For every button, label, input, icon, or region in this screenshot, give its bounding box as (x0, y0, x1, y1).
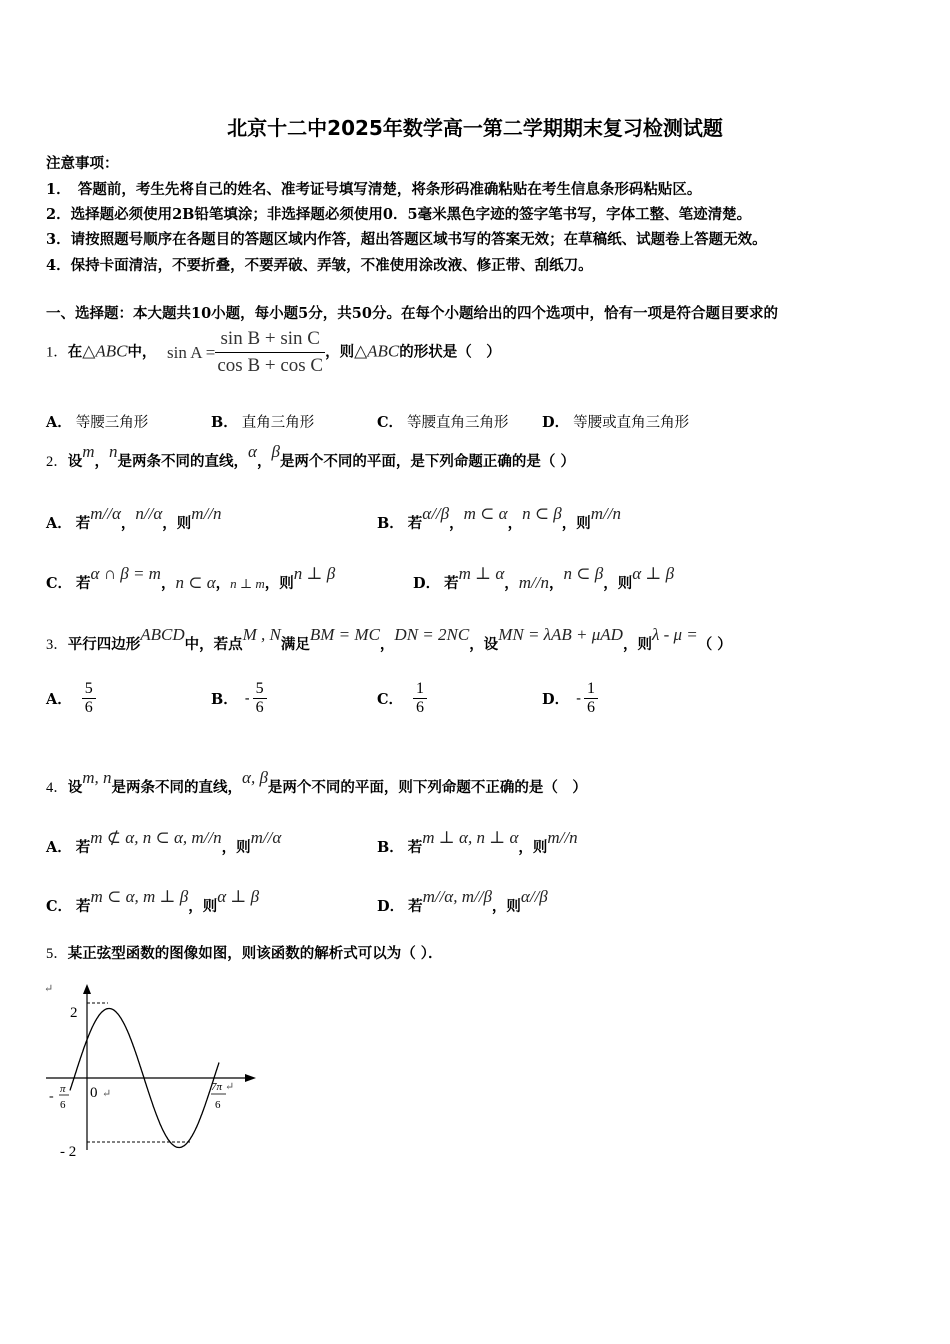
q3-option-b[interactable]: B． - $\frac{5}{6}$ (211, 680, 267, 717)
q5-number: 5． (46, 946, 68, 962)
q1-option-b-text: 直角三角形 (241, 415, 315, 431)
q1-text-3: ，则 (325, 343, 355, 361)
q1-text-2: 中， (127, 343, 157, 361)
q3-option-c[interactable]: C． $\frac{1}{6}$ (377, 680, 427, 717)
q1-fraction-denominator: cos B + cos C (215, 352, 325, 377)
y-axis-arrow (83, 984, 91, 994)
q3-option-d[interactable]: D． - $\frac{1}{6}$ (542, 680, 598, 717)
q3-option-a-fraction: $\frac{5}{6}$ (82, 680, 96, 717)
q1-text-1: 在 (67, 343, 83, 361)
q1-fraction (215, 328, 325, 377)
q2-option-d[interactable]: D． 若m ⊥ α，m//n，n ⊂ β，则α ⊥ β (413, 564, 675, 592)
q2-option-b[interactable]: B． 若α//β，m ⊂ α，n ⊂ β，则m//n (377, 504, 622, 532)
question-5 (46, 942, 443, 963)
x-right-num: 7π (211, 1081, 223, 1093)
x-right-den: 6 (215, 1099, 221, 1111)
q5-text: 某正弦型函数的图像如图，则该函数的解析式可以为（ ）． (67, 945, 443, 962)
q2-var-n: n (109, 442, 118, 461)
question-1 (46, 328, 501, 377)
q1-triangle-2: △ABC (354, 341, 400, 361)
graph-return-mark: ↵ (44, 983, 54, 995)
q2-var-beta: β (271, 442, 280, 461)
q1-text-4: 的形状是（ ） (399, 343, 501, 361)
q2-option-a[interactable]: A． 若m//α，n//α，则m//n (46, 504, 222, 532)
x-axis-arrow (245, 1074, 256, 1082)
q4-number: 4． (46, 780, 68, 796)
q3-option-b-fraction: $\frac{5}{6}$ (253, 680, 267, 717)
q4-option-c[interactable]: C． 若m ⊂ α, m ⊥ β，则α ⊥ β (46, 887, 260, 915)
x-left-num: π (60, 1083, 66, 1095)
notice-item-1: 1． 答题前，考生先将自己的姓名、准考证号填写清楚，将条形码准确粘贴在考生信息条形码粘贴区。 (46, 181, 702, 198)
x-left-den: 6 (60, 1099, 66, 1111)
q3-option-a[interactable]: A． $\frac{5}{6}$ (46, 680, 96, 717)
exam-title: 北京十二中2025年数学高一第二学期期末复习检测试题 (227, 116, 723, 140)
x-left-sign: - (49, 1089, 54, 1104)
y-label-min: - 2 (60, 1144, 77, 1160)
q2-option-c[interactable]: C． 若α ∩ β = m，n ⊂ α，n ⊥ m，则n ⊥ β (46, 564, 336, 592)
x-right-return-mark: ↵ (225, 1081, 235, 1093)
q4-option-d[interactable]: D． 若m//α, m//β，则α//β (377, 887, 548, 915)
q1-option-a[interactable]: A． 等腰三角形 (46, 414, 149, 431)
section-heading: 一、选择题：本大题共10小题，每小题5分，共50分。在每个小题给出的四个选项中，恰有一项是符合题目要求的 (46, 305, 778, 322)
q2-number: 2． (46, 454, 68, 470)
notice-item-4: 4．保持卡面清洁，不要折叠，不要弄破、弄皱，不准使用涂改液、修正带、刮纸刀。 (46, 257, 593, 274)
q3-option-d-fraction: $\frac{1}{6}$ (584, 680, 598, 717)
notice-item-3: 3．请按照题号顺序在各题目的答题区域内作答，超出答题区域书写的答案无效；在草稿纸、试题卷上答题无效。 (46, 231, 767, 248)
q1-triangle-1: △ABC (82, 341, 128, 361)
q1-option-c[interactable]: C． 等腰直角三角形 (377, 414, 509, 431)
q1-fraction-numerator: sin B + sin C (220, 328, 320, 349)
q4-option-b[interactable]: B． 若m ⊥ α, n ⊥ α，则m//n (377, 828, 578, 856)
q1-lhs: sin A = (167, 343, 216, 363)
q1-option-c-text: 等腰直角三角形 (407, 415, 509, 431)
question-4: 4．设m, n是两条不同的直线，α, β是两个不同的平面，则下列命题不正确的是（ ） (46, 768, 587, 796)
notice-heading: 注意事项： (46, 155, 119, 172)
q1-option-d[interactable]: D． 等腰或直角三角形 (542, 414, 690, 431)
q3-option-c-fraction: $\frac{1}{6}$ (413, 680, 427, 717)
origin-label: 0 (90, 1085, 98, 1101)
q1-option-d-text: 等腰或直角三角形 (573, 415, 690, 431)
q4-option-a[interactable]: A． 若m ⊄ α, n ⊂ α, m//n，则m//α (46, 828, 282, 856)
q1-option-b[interactable]: B． 直角三角形 (211, 414, 315, 431)
notice-item-2: 2．选择题必须使用2B铅笔填涂；非选择题必须使用0．5毫米黑色字迹的签字笔书写，字体工整、笔迹清楚。 (46, 206, 752, 223)
q1-option-a-text: 等腰三角形 (75, 415, 149, 431)
q2-var-m: m (82, 442, 95, 461)
question-3: 3．平行四边形ABCD中，若点M , N满足BM = MC，DN = 2NC，设MN = λAB + μAD，则λ - μ =（ ） (46, 625, 732, 653)
question-2: 2．设m，n是两条不同的直线，α，β是两个不同的平面，是下列命题正确的是（ ） (46, 442, 575, 470)
q1-number: 1． (46, 344, 68, 361)
sine-graph (40, 980, 270, 1165)
q2-var-alpha: α (248, 442, 257, 461)
y-label-max: 2 (70, 1005, 78, 1021)
origin-return-mark: ↵ (102, 1088, 112, 1100)
q3-number: 3． (46, 637, 68, 653)
